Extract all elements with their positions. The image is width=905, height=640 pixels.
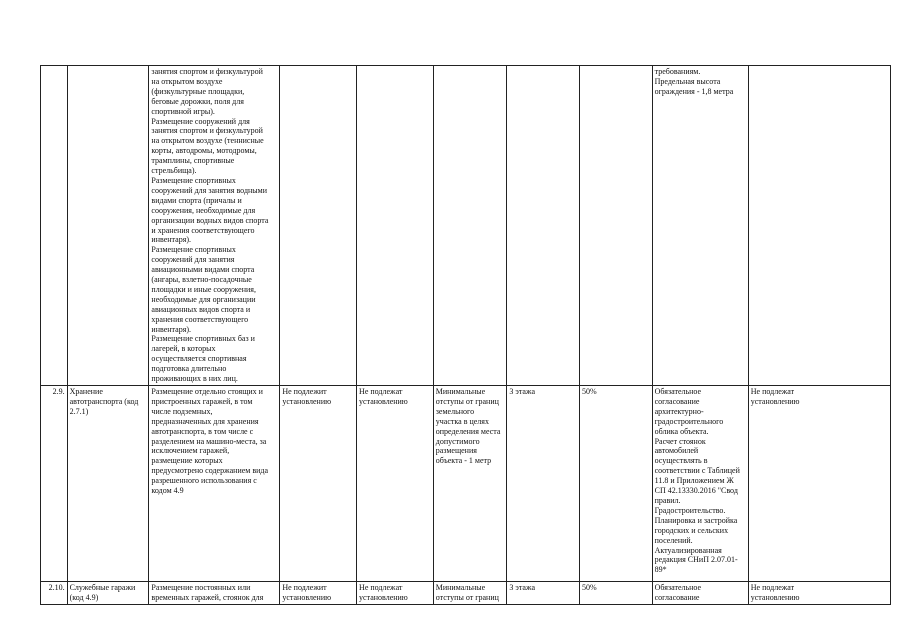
plot-dimensions	[357, 66, 434, 386]
restrictions: Не подлежат установлению	[748, 582, 890, 605]
plot-dimensions: Не подлежат установлению	[357, 386, 434, 582]
use-description: Размещение постоянных или временных гаражей, стоянок для	[149, 582, 280, 605]
table-row	[41, 386, 891, 582]
regulations-table	[40, 65, 891, 605]
row-number: 2.9.	[41, 386, 68, 582]
max-coverage	[580, 66, 653, 386]
additional-requirements: Обязательное согласование	[652, 582, 748, 605]
row-number	[41, 66, 68, 386]
min-setbacks	[433, 66, 507, 386]
min-max-plot-size: Не подлежит установлению	[280, 582, 357, 605]
additional-requirements: требованиям. Предельная высота ограждения - 1,8 метра	[652, 66, 748, 386]
row-number: 2.10.	[41, 582, 68, 605]
plot-dimensions: Не подлежат установлению	[357, 582, 434, 605]
max-floors: 3 этажа	[507, 386, 580, 582]
min-max-plot-size: Не подлежит установлению	[280, 386, 357, 582]
min-max-plot-size	[280, 66, 357, 386]
use-type-name: Служебные гаражи (код 4.9)	[67, 582, 149, 605]
restrictions	[748, 66, 890, 386]
min-setbacks: Минимальные отступы от границ земельного участка в целях определения места допустимого размещения объекта - 1 метр	[433, 386, 507, 582]
max-coverage: 50%	[580, 386, 653, 582]
max-floors	[507, 66, 580, 386]
max-floors: 3 этажа	[507, 582, 580, 605]
use-type-name	[67, 66, 149, 386]
additional-requirements: Обязательное согласование архитектурно- градостроительного облика объекта. Расчет стоянок автомобилей осуществлять в соответствии с Таблицей 11.8 и Приложением Ж СП 42.13330.2016 "Свод правил. Градостроительство. Планировка и застройка городских и сельских поселений. Актуализированная редакция СНиП 2.07.01- 89*	[652, 386, 748, 582]
use-type-name: Хранение автотранспорта (код 2.7.1)	[67, 386, 149, 582]
use-description: занятия спортом и физкультурой на открытом воздухе (физкультурные площадки, беговые дорожки, поля для спортивной игры). Размещение сооружений для занятия спортом и физкультурой на открытом воздухе (теннисные корты, автодромы, мотодромы, трамплины, спортивные стрельбища). Размещение спортивных сооружений для занятия водными видами спорта (причалы и сооружения, необходимые для организации водных видов спорта и хранения соответствующего инвентаря). Размещение спортивных сооружений для занятия авиационными видами спорта (ангары, взлетно-посадочные площадки и иные сооружения, необходимые для организации авиационных видов спорта и хранения соответствующего инвентаря). Размещение спортивных баз и лагерей, в которых осуществляется спортивная подготовка длительно проживающих в них лиц.	[149, 66, 280, 386]
max-coverage: 50%	[580, 582, 653, 605]
use-description: Размещение отдельно стоящих и пристроенных гаражей, в том числе подземных, предназначенных для хранения автотранспорта, в том числе с разделением на машино-места, за исключением гаражей, размещение которых предусмотрено содержанием вида разрешенного использования с кодом 4.9	[149, 386, 280, 582]
restrictions: Не подлежат установлению	[748, 386, 890, 582]
min-setbacks: Минимальные отступы от границ	[433, 582, 507, 605]
table-row	[41, 582, 891, 605]
table-row	[41, 66, 891, 386]
